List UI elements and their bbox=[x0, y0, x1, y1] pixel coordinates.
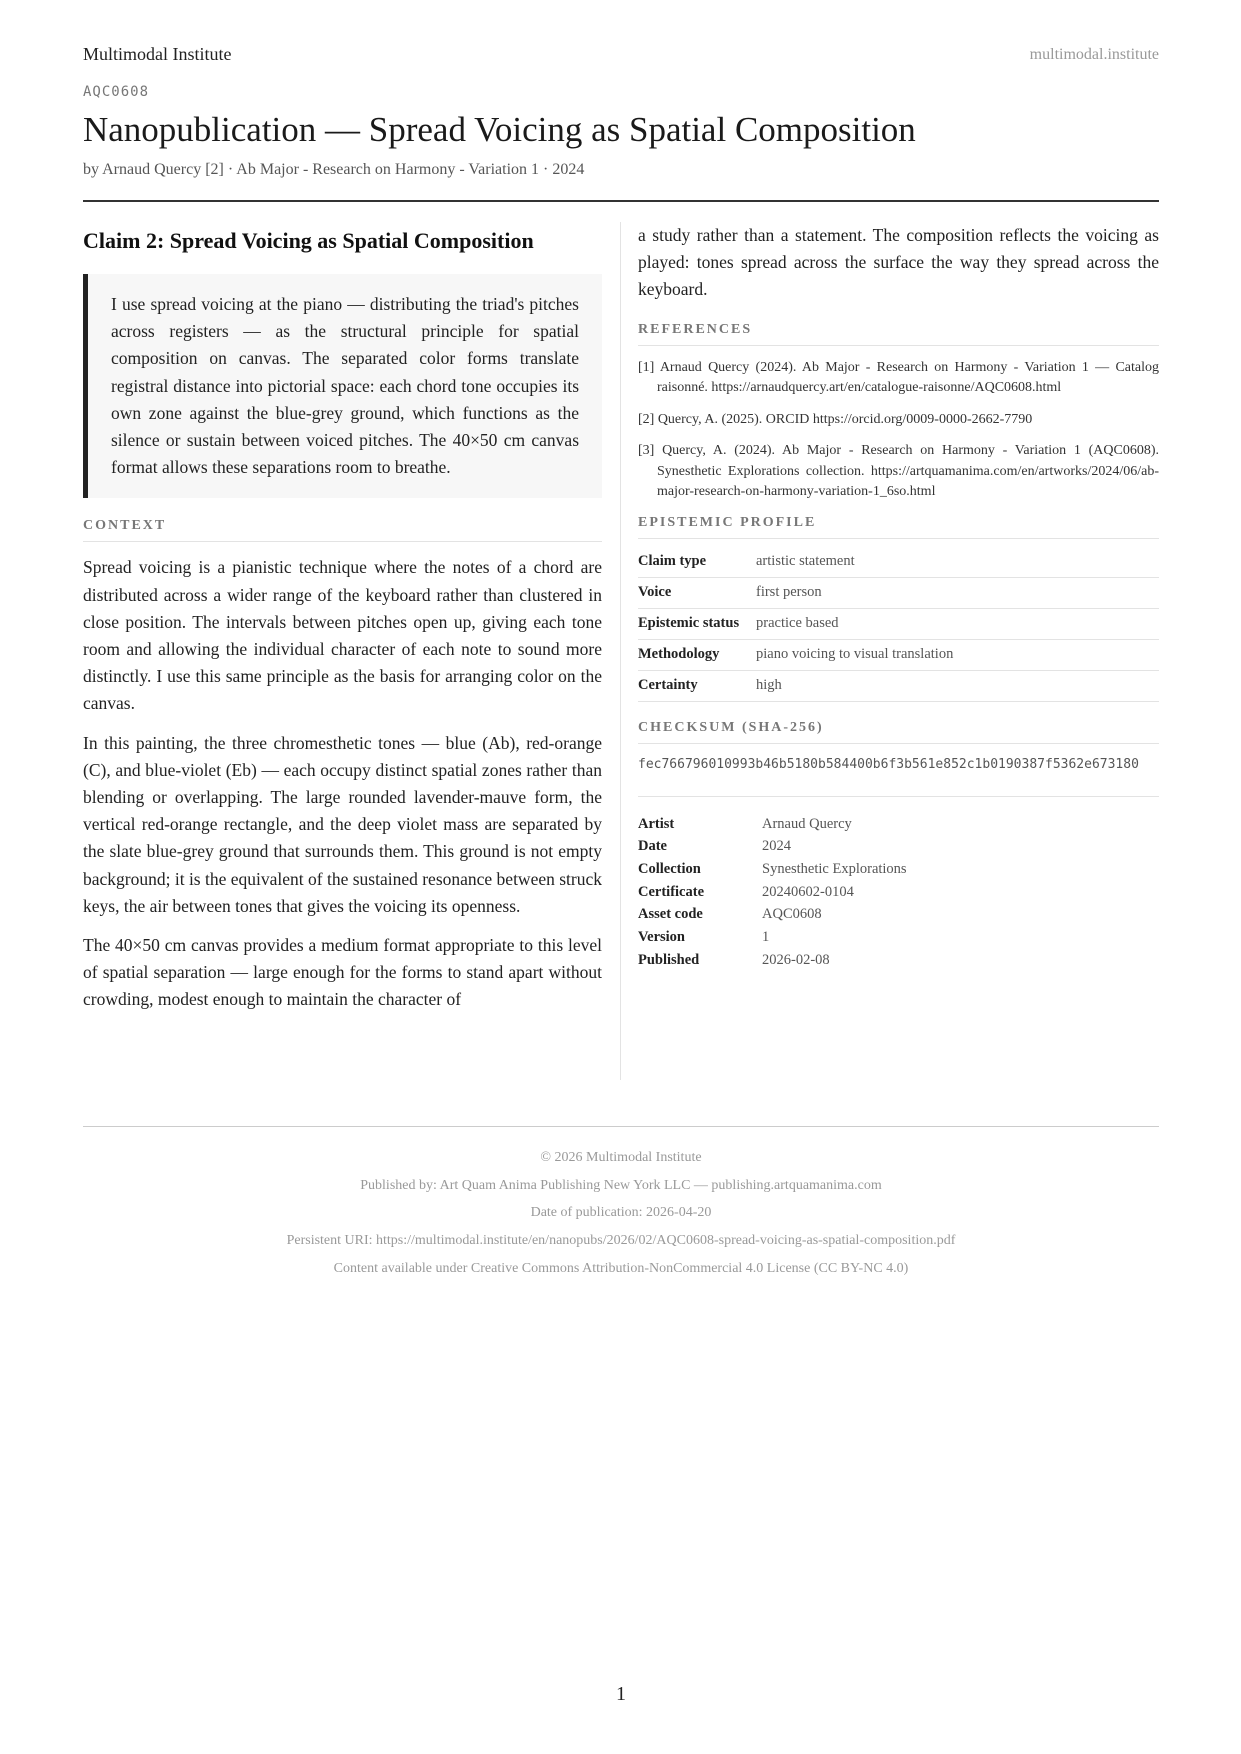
profile-key: Voice bbox=[638, 577, 756, 608]
metadata-value: 1 bbox=[762, 929, 770, 946]
metadata-value: 2026-02-08 bbox=[762, 951, 830, 968]
footer-persistent-uri[interactable]: Persistent URI: https://multimodal.institute/en/nanopubs/2026/02/AQC0608-spread-voicing-as-spatial-composition.pdf bbox=[286, 1233, 956, 1249]
site-url[interactable]: multimodal.institute bbox=[1029, 46, 1159, 63]
metadata-key: Certificate bbox=[638, 883, 705, 900]
context-paragraph: Spread voicing is a pianistic technique where the notes of a chord are distributed across a wider range of the keyboard rather than clustered in close position. The intervals between pitches open up, giving each tone room and allowing the individual character of each note to sound more distinctly. I use this same principle as the basis for arranging color on the canvas. bbox=[83, 557, 602, 714]
table-row bbox=[638, 547, 1159, 578]
profile-key: Certainty bbox=[638, 670, 756, 701]
reference-item[interactable]: [3] Quercy, A. (2024). Ab Major - Research on Harmony - Variation 1 (AQC0608). Synesthetic Explorations collection. https://artquamanima.com/en/artworks/2024/06/ab-major-research-on-harmony-variation-1_6so.html bbox=[638, 443, 1159, 500]
metadata-value: AQC0608 bbox=[762, 906, 822, 923]
metadata-row bbox=[638, 858, 1159, 881]
page-number: 1 bbox=[616, 1683, 626, 1705]
page-title: Nanopublication — Spread Voicing as Spatial Composition bbox=[83, 110, 916, 149]
header-divider bbox=[83, 200, 1159, 202]
metadata-row bbox=[638, 881, 1159, 904]
profile-key: Methodology bbox=[638, 639, 756, 670]
right-column bbox=[638, 222, 1159, 972]
footer-license: Content available under Creative Commons Attribution-NonCommercial 4.0 License (CC BY-NC 4.0) bbox=[333, 1260, 909, 1276]
metadata-row bbox=[638, 903, 1159, 926]
checksum-value: fec766796010993b46b5180b584400b6f3b561e852c1b0190387f5362e673180 bbox=[638, 755, 1159, 797]
claim-quote: I use spread voicing at the piano — distributing the triad's pitches across registers — as the structural principle for spatial composition on canvas. The separated color forms translate registral distance into pictorial space: each chord tone occupies its own zone against the blue-grey ground, which functions as the silence or sustain between voiced pitches. The 40×50 cm canvas format allows these separations room to breathe. bbox=[83, 274, 602, 498]
reference-item[interactable]: [2] Quercy, A. (2025). ORCID https://orcid.org/0009-0000-2662-7790 bbox=[638, 411, 1033, 427]
references-list bbox=[638, 358, 1159, 503]
profile-value: piano voicing to visual translation bbox=[756, 639, 1159, 670]
reference-item[interactable]: [1] Arnaud Quercy (2024). Ab Major - Research on Harmony - Variation 1 — Catalog raisonné. https://arnaudquercy.art/en/catalogue-raisonne/AQC0608.html bbox=[638, 359, 1159, 396]
claim-title: Claim 2: Spread Voicing as Spatial Composition bbox=[83, 228, 534, 253]
metadata-key: Asset code bbox=[638, 906, 703, 923]
table-row bbox=[638, 639, 1159, 670]
footer-publication-date: Date of publication: 2026-04-20 bbox=[530, 1205, 712, 1221]
metadata-key: Date bbox=[638, 838, 667, 855]
metadata-key: Collection bbox=[638, 861, 701, 878]
context-label: CONTEXT bbox=[83, 518, 602, 542]
profile-value: first person bbox=[756, 577, 1159, 608]
site-name: Multimodal Institute bbox=[83, 44, 232, 64]
context-paragraph: The 40×50 cm canvas provides a medium format appropriate to this level of spatial separation — large enough for the forms to stand apart without crowding, modest enough to maintain the character of bbox=[83, 935, 602, 1010]
page bbox=[83, 0, 1159, 1754]
footer bbox=[83, 1144, 1159, 1283]
byline: by Arnaud Quercy [2] · Ab Major - Research on Harmony - Variation 1 · 2024 bbox=[83, 161, 585, 178]
table-row bbox=[638, 608, 1159, 639]
context-body bbox=[83, 554, 602, 1013]
profile-value: artistic statement bbox=[756, 547, 1159, 578]
metadata-key: Published bbox=[638, 951, 700, 968]
metadata-list bbox=[638, 813, 1159, 972]
context-paragraph: In this painting, the three chromesthetic tones — blue (Ab), red-orange (C), and blue-violet (Eb) — each occupy distinct spatial zones rather than blending or overlapping. The large rounded lavender-mauve form, the vertical red-orange rectangle, and the deep violet mass are separated by the slate blue-grey ground that surrounds them. This ground is not empty background; it is the equivalent of the sustained resonance between struck keys, the air between tones that gives the voicing its openness. bbox=[83, 732, 603, 916]
footer-copyright: © 2026 Multimodal Institute bbox=[540, 1150, 702, 1165]
table-row bbox=[638, 670, 1159, 701]
metadata-row bbox=[638, 813, 1159, 836]
metadata-row bbox=[638, 926, 1159, 949]
metadata-row bbox=[638, 835, 1159, 858]
asset-code: AQC0608 bbox=[83, 84, 150, 100]
footer-publisher: Published by: Art Quam Anima Publishing New York LLC — publishing.artquamanima.com bbox=[360, 1177, 882, 1193]
table-row bbox=[638, 577, 1159, 608]
metadata-value: 2024 bbox=[762, 838, 791, 855]
checksum-label: CHECKSUM (SHA-256) bbox=[638, 720, 1159, 744]
column-divider bbox=[620, 222, 621, 1080]
metadata-value: Arnaud Quercy bbox=[762, 815, 852, 832]
metadata-value: 20240602-0104 bbox=[762, 883, 854, 900]
left-column bbox=[83, 222, 602, 1014]
epistemic-profile-table bbox=[638, 547, 1159, 702]
references-label: REFERENCES bbox=[638, 322, 1159, 346]
epistemic-profile-label: EPISTEMIC PROFILE bbox=[638, 515, 1159, 539]
metadata-key: Artist bbox=[638, 815, 675, 832]
footer-divider bbox=[83, 1126, 1159, 1127]
metadata-value: Synesthetic Explorations bbox=[762, 861, 907, 878]
metadata-key: Version bbox=[638, 929, 685, 946]
profile-key: Claim type bbox=[638, 547, 756, 578]
metadata-row bbox=[638, 949, 1159, 972]
profile-value: high bbox=[756, 670, 1159, 701]
context-continuation: a study rather than a statement. The composition reflects the voicing as played: tones spread across the surface the way they spread across the keyboard. bbox=[638, 225, 1159, 300]
profile-key: Epistemic status bbox=[638, 608, 756, 639]
profile-value: practice based bbox=[756, 608, 1159, 639]
